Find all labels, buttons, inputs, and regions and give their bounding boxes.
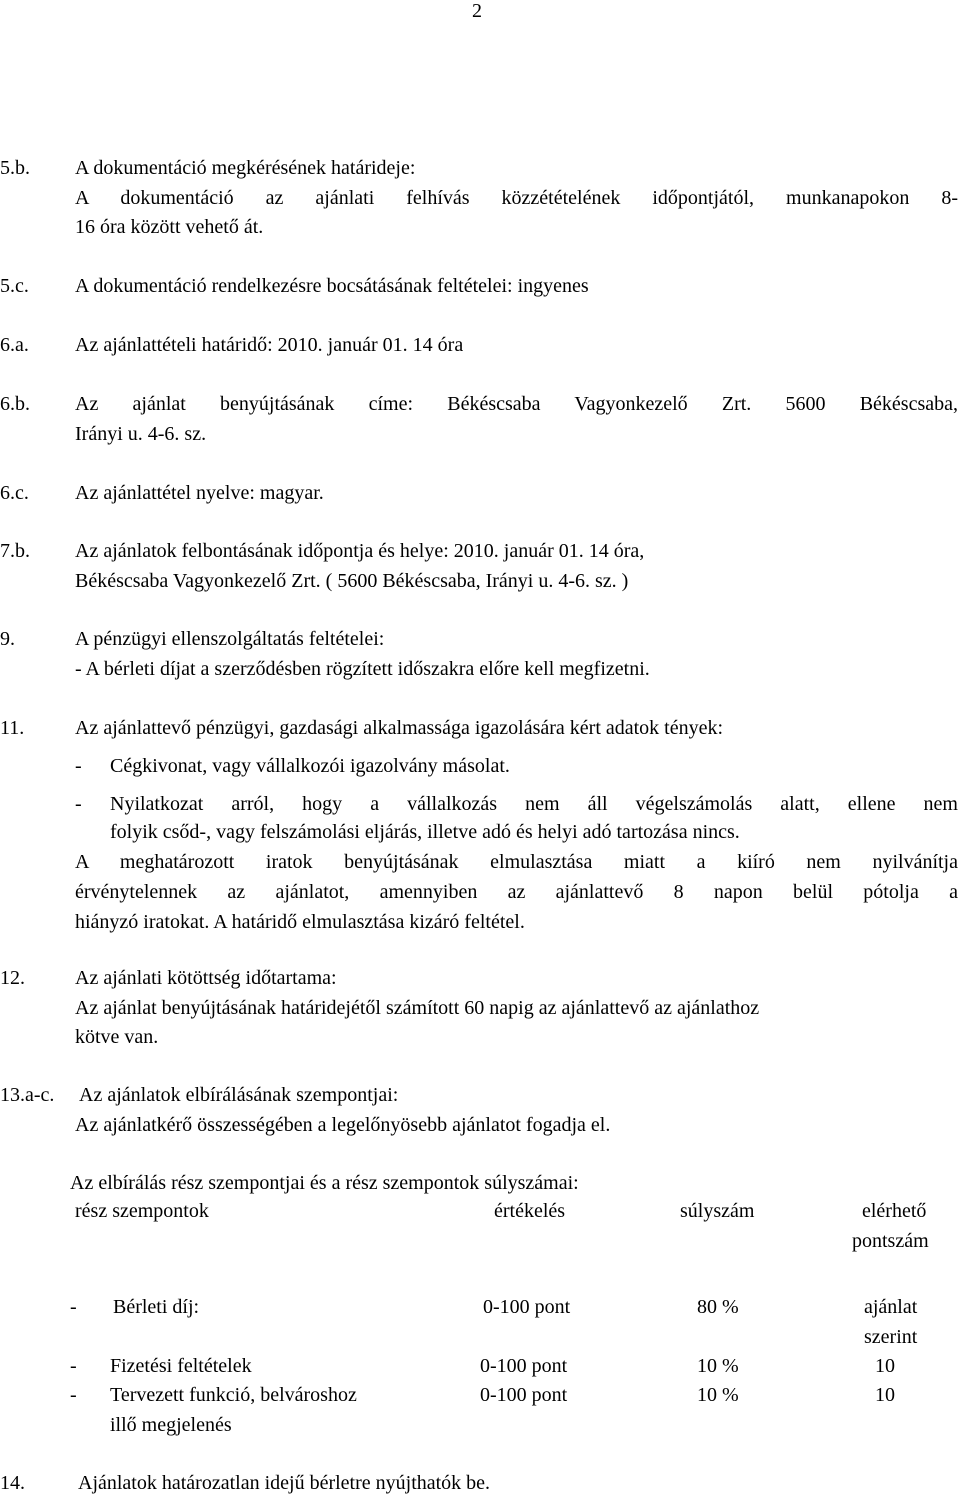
bullet-dash: - bbox=[75, 755, 82, 777]
section-number: 7.b. bbox=[0, 540, 30, 562]
page-number: 2 bbox=[472, 0, 482, 22]
row-evaluation: 0-100 pont bbox=[483, 1296, 571, 1318]
section-title: Az ajánlati kötöttség időtartama: bbox=[75, 967, 337, 989]
text-line: A dokumentáció rendelkezésre bocsátásának feltételei: ingyenes bbox=[75, 275, 589, 297]
header-criteria: rész szempontok bbox=[75, 1200, 209, 1222]
row-points: ajánlat bbox=[864, 1296, 918, 1318]
section-title: A pénzügyi ellenszolgáltatás feltételei: bbox=[75, 628, 385, 650]
bullet-dash: - bbox=[75, 793, 82, 815]
bullet-text: Cégkivonat, vagy vállalkozói igazolvány másolat. bbox=[110, 755, 510, 777]
section-number: 13.a-c. bbox=[0, 1084, 55, 1106]
section-number: 9. bbox=[0, 628, 15, 650]
row-points: szerint bbox=[864, 1326, 918, 1348]
section-number: 14. bbox=[0, 1472, 25, 1494]
section-number: 11. bbox=[0, 717, 25, 739]
row-points: 10 bbox=[875, 1355, 895, 1377]
text-line: Az ajánlatok felbontásának időpontja és helye: 2010. január 01. 14 óra, bbox=[75, 540, 645, 562]
section-number: 5.c. bbox=[0, 275, 29, 297]
section-title: A dokumentáció megkérésének határideje: bbox=[75, 157, 416, 179]
text-line: Az ajánlat benyújtásának határidejétől számított 60 napig az ajánlattevő az ajánlathoz bbox=[75, 997, 760, 1019]
row-weight: 10 % bbox=[697, 1355, 739, 1377]
text-line: 16 óra között vehető át. bbox=[75, 216, 264, 238]
row-evaluation: 0-100 pont bbox=[480, 1384, 568, 1406]
section-number: 6.b. bbox=[0, 393, 30, 415]
row-dash: - bbox=[70, 1296, 77, 1318]
text-line: érvénytelennek az ajánlatot, amennyiben az ajánlattevő 8 napon belül pótolja a bbox=[75, 881, 958, 903]
text-line: Az ajánlat benyújtásának címe: Békéscsaba Vagyonkezelő Zrt. 5600 Békéscsaba, bbox=[75, 393, 958, 415]
row-weight: 80 % bbox=[697, 1296, 739, 1318]
text-line: Békéscsaba Vagyonkezelő Zrt. ( 5600 Békéscsaba, Irányi u. 4-6. sz. ) bbox=[75, 570, 629, 592]
row-dash: - bbox=[70, 1384, 77, 1406]
row-criterion: illő megjelenés bbox=[110, 1414, 232, 1436]
section-number: 6.a. bbox=[0, 334, 29, 356]
section-number: 12. bbox=[0, 967, 25, 989]
row-weight: 10 % bbox=[697, 1384, 739, 1406]
section-number: 6.c. bbox=[0, 482, 29, 504]
text-line: Az ajánlattétel nyelve: magyar. bbox=[75, 482, 324, 504]
text-line: Irányi u. 4-6. sz. bbox=[75, 423, 207, 445]
row-points: 10 bbox=[875, 1384, 895, 1406]
text-line: Az ajánlattételi határidő: 2010. január 01. 14 óra bbox=[75, 334, 464, 356]
text-line: Az ajánlatkérő összességében a legelőnyösebb ajánlatot fogadja el. bbox=[75, 1114, 611, 1136]
text-line: Ajánlatok határozatlan idejű bérletre nyújthatók be. bbox=[78, 1472, 491, 1494]
header-weight: súlyszám bbox=[680, 1200, 755, 1222]
text-line: - A bérleti díjat a szerződésben rögzített időszakra előre kell megfizetni. bbox=[75, 658, 650, 680]
header-points: elérhető bbox=[862, 1200, 927, 1222]
bullet-text: folyik csőd-, vagy felszámolási eljárás, illetve adó és helyi adó tartozása nincs. bbox=[110, 821, 740, 843]
text-line: kötve van. bbox=[75, 1026, 159, 1048]
row-criterion: Fizetési feltételek bbox=[110, 1355, 252, 1377]
row-criterion: Bérleti díj: bbox=[113, 1296, 200, 1318]
header-evaluation: értékelés bbox=[494, 1200, 566, 1222]
row-dash: - bbox=[70, 1355, 77, 1377]
section-number: 5.b. bbox=[0, 157, 30, 179]
row-criterion: Tervezett funkció, belvároshoz bbox=[110, 1384, 357, 1406]
text-line: hiányzó iratokat. A határidő elmulasztása kizáró feltétel. bbox=[75, 911, 525, 933]
bullet-text: Nyilatkozat arról, hogy a vállalkozás nem áll végelszámolás alatt, ellene nem bbox=[110, 793, 958, 815]
row-evaluation: 0-100 pont bbox=[480, 1355, 568, 1377]
section-title: Az ajánlatok elbírálásának szempontjai: bbox=[79, 1084, 399, 1106]
sub-title: Az elbírálás rész szempontjai és a rész szempontok súlyszámai: bbox=[70, 1172, 579, 1194]
text-line: A meghatározott iratok benyújtásának elmulasztása miatt a kiíró nem nyilvánítja bbox=[75, 851, 958, 873]
header-points: pontszám bbox=[852, 1230, 929, 1252]
text-line: A dokumentáció az ajánlati felhívás közzétételének időpontjától, munkanapokon 8- bbox=[75, 187, 958, 209]
section-title: Az ajánlattevő pénzügyi, gazdasági alkalmassága igazolására kért adatok tények: bbox=[75, 717, 724, 739]
